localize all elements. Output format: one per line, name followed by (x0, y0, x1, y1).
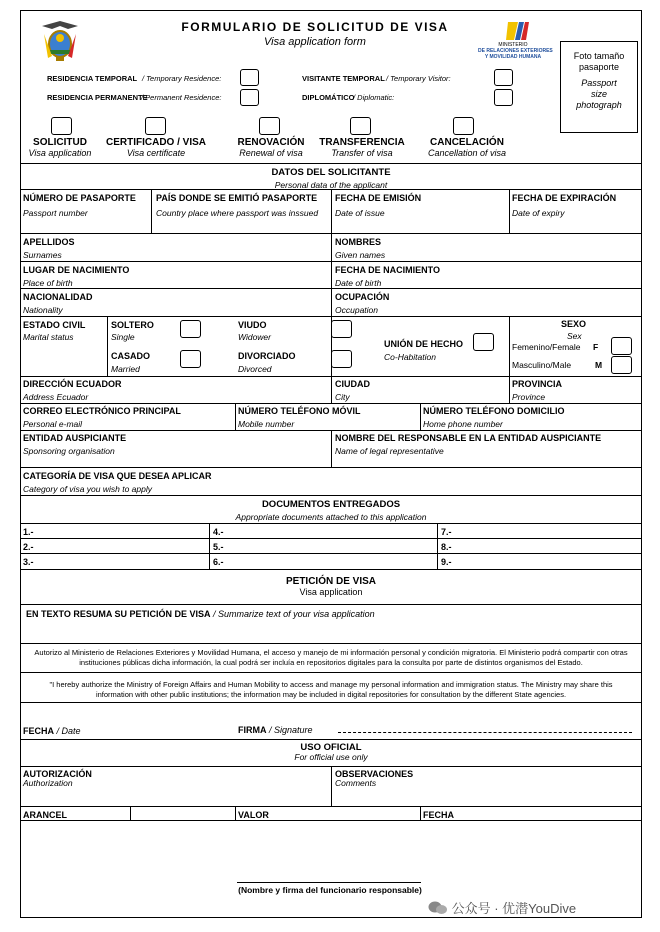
divider (20, 523, 642, 524)
female-code: F (593, 342, 599, 352)
authorization-es: Autorizo al Ministerio de Relaciones Exteriores y Movilidad Humana, el acceso y manejo de mi información personal y condición migratoria. El Ministerio podrá compartir con otras instituciones públicas dicha información, la cual podrá ser incluía en repositorios digitales para la consulta por parte de distintos organismos del Estado. (34, 648, 628, 667)
widower-en: Widower (238, 332, 271, 342)
request-cancellation-checkbox[interactable] (453, 117, 474, 135)
divider (107, 316, 108, 376)
birth-place-en: Place of birth (23, 278, 73, 288)
photo-label-4: size (590, 89, 607, 99)
sex-en: Sex (567, 331, 582, 341)
date-input[interactable] (90, 722, 230, 736)
names-label: NOMBRES (335, 237, 382, 247)
birth-date-label: FECHA DE NACIMIENTO (335, 265, 441, 275)
home-phone-label: NÚMERO TELÉFONO DOMICILIO (423, 406, 565, 416)
documents-sub: Appropriate documents attached to this application (235, 512, 427, 522)
divider (20, 569, 642, 570)
issue-date-label: FECHA DE EMISIÓN (335, 193, 422, 203)
marital-status-label: ESTADO CIVIL (23, 320, 86, 330)
email-en: Personal e-mail (23, 419, 83, 429)
petition-sub: Visa application (299, 587, 363, 597)
visa-category-label: CATEGORÍA DE VISA QUE DESEA APLICAR (23, 471, 212, 481)
signature-field-label (238, 725, 313, 735)
sponsor-en: Sponsoring organisation (23, 446, 115, 456)
divider (509, 376, 510, 403)
photo-label-3: Passport (581, 78, 617, 88)
document-item-6: 6.- (213, 557, 224, 567)
divider (20, 739, 642, 740)
country-issued-label: PAÍS DONDE SE EMITIÓ PASAPORTE (156, 193, 318, 203)
expiry-date-label: FECHA DE EXPIRACIÓN (512, 193, 617, 203)
document-item-4: 4.- (213, 527, 224, 537)
diplomatic-en: / Diplomatic: (353, 93, 395, 102)
petition-summary-en: / Summarize text of your visa application (213, 609, 375, 619)
authorization-en-label: Authorization (23, 778, 73, 788)
names-en: Given names (335, 250, 386, 260)
divider (20, 672, 642, 673)
ministry-logo (478, 20, 553, 60)
divider (20, 288, 642, 289)
document-item-3: 3.- (23, 557, 34, 567)
divider (20, 316, 642, 317)
residence-permanent-checkbox[interactable] (240, 89, 259, 106)
observations-label: OBSERVACIONES (335, 769, 414, 779)
divider (20, 403, 642, 404)
divider (331, 766, 332, 806)
female-label: Femenino/Female (512, 342, 581, 352)
cohabitation-en: Co-Habitation (384, 352, 436, 362)
province-en: Province (512, 392, 546, 402)
male-code: M (595, 360, 603, 370)
sponsor-label: ENTIDAD AUSPICIANTE (23, 433, 127, 443)
married-en: Married (111, 364, 140, 374)
ecuador-coat-of-arms (38, 20, 82, 62)
divider (20, 163, 642, 164)
document-item-5: 5.- (213, 542, 224, 552)
occupation-en: Occupation (335, 305, 378, 315)
request-renewal-label: RENOVACIÓN (237, 137, 305, 148)
request-renewal-checkbox[interactable] (259, 117, 280, 135)
city-en: City (335, 392, 350, 402)
widower-label: VIUDO (238, 320, 267, 330)
single-en: Single (111, 332, 135, 342)
temporary-visitor-checkbox[interactable] (494, 69, 513, 86)
request-application-en: Visa application (28, 148, 92, 158)
mobile-en: Mobile number (238, 419, 295, 429)
document-item-1: 1.- (23, 527, 34, 537)
official-date-label: FECHA (423, 810, 454, 820)
divider (20, 495, 642, 496)
request-renewal-en: Renewal of visa (239, 148, 303, 158)
divider (20, 604, 642, 605)
surnames-label: APELLIDOS (23, 237, 75, 247)
divider (437, 523, 438, 569)
sponsor-rep-en: Name of legal representative (335, 446, 444, 456)
divider (151, 189, 152, 233)
ministry-name-1: MINISTERIO (498, 42, 528, 48)
authorization-en: "I hereby authorize the Ministry of Foreign Affairs and Human Mobility to access and manage my personal information and immigration status. The Ministry may share this information with other public institutions; the information may be included in digital repositories for consultation by the different State agencies. (49, 680, 613, 699)
request-transfer-en: Transfer of visa (331, 148, 393, 158)
sponsor-rep-label: NOMBRE DEL RESPONSABLE EN LA ENTIDAD AUSPICIANTE (335, 433, 602, 443)
document-item-2: 2.- (23, 542, 34, 552)
form-title: FORMULARIO DE SOLICITUD DE VISA (181, 20, 449, 34)
cohabitation-label: UNIÓN DE HECHO (384, 339, 464, 349)
divider (130, 806, 131, 820)
request-application-label: SOLICITUD (33, 137, 87, 148)
divider (331, 376, 332, 403)
divider (20, 702, 642, 703)
married-checkbox[interactable] (180, 350, 201, 368)
expiry-date-en: Date of expiry (512, 208, 565, 218)
request-certificate-en: Visa certificate (126, 148, 186, 158)
official-use-sub: For official use only (294, 752, 368, 762)
province-label: PROVINCIA (512, 379, 563, 389)
marital-status-en: Marital status (23, 332, 74, 342)
watermark-text: 公众号 · 优潜YouDive (451, 901, 577, 916)
ministry-name-2: DE RELACIONES EXTERIORES (478, 48, 553, 54)
married-label: CASADO (111, 351, 151, 361)
temporary-visitor-en: / Temporary Visitor: (386, 74, 451, 83)
visa-category-en: Category of visa you wish to apply (23, 484, 152, 494)
single-checkbox[interactable] (180, 320, 201, 338)
date-field-label (23, 726, 81, 736)
passport-number-en: Passport number (23, 208, 88, 218)
divider (20, 643, 642, 644)
form-subtitle: Visa application form (264, 36, 366, 48)
divider (20, 261, 642, 262)
documents-title: DOCUMENTOS ENTREGADOS (261, 499, 401, 510)
address-en: Address Ecuador (23, 392, 89, 402)
official-use-title: USO OFICIAL (300, 742, 362, 753)
signature-label: FIRMA (238, 725, 267, 735)
signature-label-en: / Signature (269, 725, 313, 735)
photo-label-2: pasaporte (578, 62, 620, 72)
email-label: CORREO ELECTRÓNICO PRINCIPAL (23, 406, 181, 416)
divorced-checkbox[interactable] (331, 350, 352, 368)
applicant-section-title: DATOS DEL SOLICITANTE (271, 167, 391, 178)
residence-temporal-checkbox[interactable] (240, 69, 259, 86)
divider (20, 820, 642, 821)
divider (235, 403, 236, 430)
divider (420, 403, 421, 430)
country-issued-en: Country place where passport was inssued (156, 208, 319, 218)
divider (209, 523, 210, 569)
photo-label-1: Foto tamaño (573, 51, 625, 61)
request-transfer-checkbox[interactable] (350, 117, 371, 135)
single-label: SOLTERO (111, 320, 154, 330)
date-label-en: / Date (56, 726, 81, 736)
observations-en: Comments (335, 778, 377, 788)
fee-label: ARANCEL (23, 810, 67, 820)
residence-permanent-label: RESIDENCIA PERMANENTE (47, 93, 148, 102)
male-checkbox[interactable] (611, 356, 632, 374)
divorced-label: DIVORCIADO (238, 351, 296, 361)
passport-number-label: NÚMERO DE PASAPORTE (23, 193, 136, 203)
request-certificate-label: CERTIFICADO / VISA (105, 137, 206, 148)
document-item-7: 7.- (441, 527, 452, 537)
diplomatic-label: DIPLOMÁTICO (302, 93, 355, 102)
cohabitation-checkbox[interactable] (473, 333, 494, 351)
divider (20, 538, 642, 539)
nationality-label: NACIONALIDAD (23, 292, 93, 302)
widower-checkbox[interactable] (331, 320, 352, 338)
request-certificate-checkbox[interactable] (145, 117, 166, 135)
ministry-name-3: Y MOVILIDAD HUMANA (484, 54, 542, 60)
officer-signature-label: (Nombre y firma del funcionario responsable) (238, 885, 422, 895)
divider (235, 806, 236, 820)
divider (20, 806, 642, 807)
divider (20, 553, 642, 554)
city-label: CIUDAD (335, 379, 370, 389)
surnames-en: Surnames (23, 250, 62, 260)
male-label: Masculino/Male (512, 360, 572, 370)
divorced-en: Divorced (238, 364, 272, 374)
value-label: VALOR (238, 810, 269, 820)
wechat-icon (428, 901, 448, 915)
request-cancellation-label: CANCELACIÓN (430, 137, 504, 148)
petition-summary-es: EN TEXTO RESUMA SU PETICIÓN DE VISA (26, 609, 211, 619)
divider (20, 467, 642, 468)
residence-permanent-en: / Permanent Residence: (141, 93, 222, 102)
watermark (428, 898, 576, 917)
signature-line[interactable] (338, 732, 632, 733)
request-application-checkbox[interactable] (51, 117, 72, 135)
request-cancellation-en: Cancellation of visa (427, 148, 507, 158)
home-phone-en: Home phone number (423, 419, 503, 429)
ministry-emblem-icon (478, 20, 548, 42)
occupation-label: OCUPACIÓN (335, 292, 390, 302)
authorization-label: AUTORIZACIÓN (23, 769, 92, 779)
mobile-label: NÚMERO TELÉFONO MÓVIL (238, 406, 361, 416)
document-item-9: 9.- (441, 557, 452, 567)
birth-place-label: LUGAR DE NACIMIENTO (23, 265, 130, 275)
petition-summary-prompt (26, 609, 375, 619)
female-checkbox[interactable] (611, 337, 632, 355)
nationality-en: Nationality (23, 305, 63, 315)
petition-summary-field[interactable] (22, 622, 639, 640)
diplomatic-checkbox[interactable] (494, 89, 513, 106)
photo-label-5: photograph (576, 100, 622, 110)
divider (509, 189, 510, 233)
issue-date-en: Date of issue (335, 208, 385, 218)
address-label: DIRECCIÓN ECUADOR (23, 379, 122, 389)
sex-label: SEXO (561, 319, 587, 329)
document-item-8: 8.- (441, 542, 452, 552)
divider (331, 430, 332, 467)
residence-temporal-label: RESIDENCIA TEMPORAL (47, 74, 138, 83)
petition-title: PETICIÓN DE VISA (285, 576, 376, 587)
date-label: FECHA (23, 726, 54, 736)
applicant-section-sub: Personal data of the applicant (274, 180, 388, 190)
request-transfer-label: TRANSFERENCIA (319, 137, 405, 148)
divider (509, 316, 510, 376)
temporary-visitor-label: VISITANTE TEMPORAL (302, 74, 385, 83)
residence-temporal-en: / Temporary Residence: (142, 74, 222, 83)
birth-date-en: Date of birth (335, 278, 382, 288)
divider (420, 806, 421, 820)
divider (331, 189, 332, 233)
officer-signature-line[interactable] (237, 882, 421, 883)
